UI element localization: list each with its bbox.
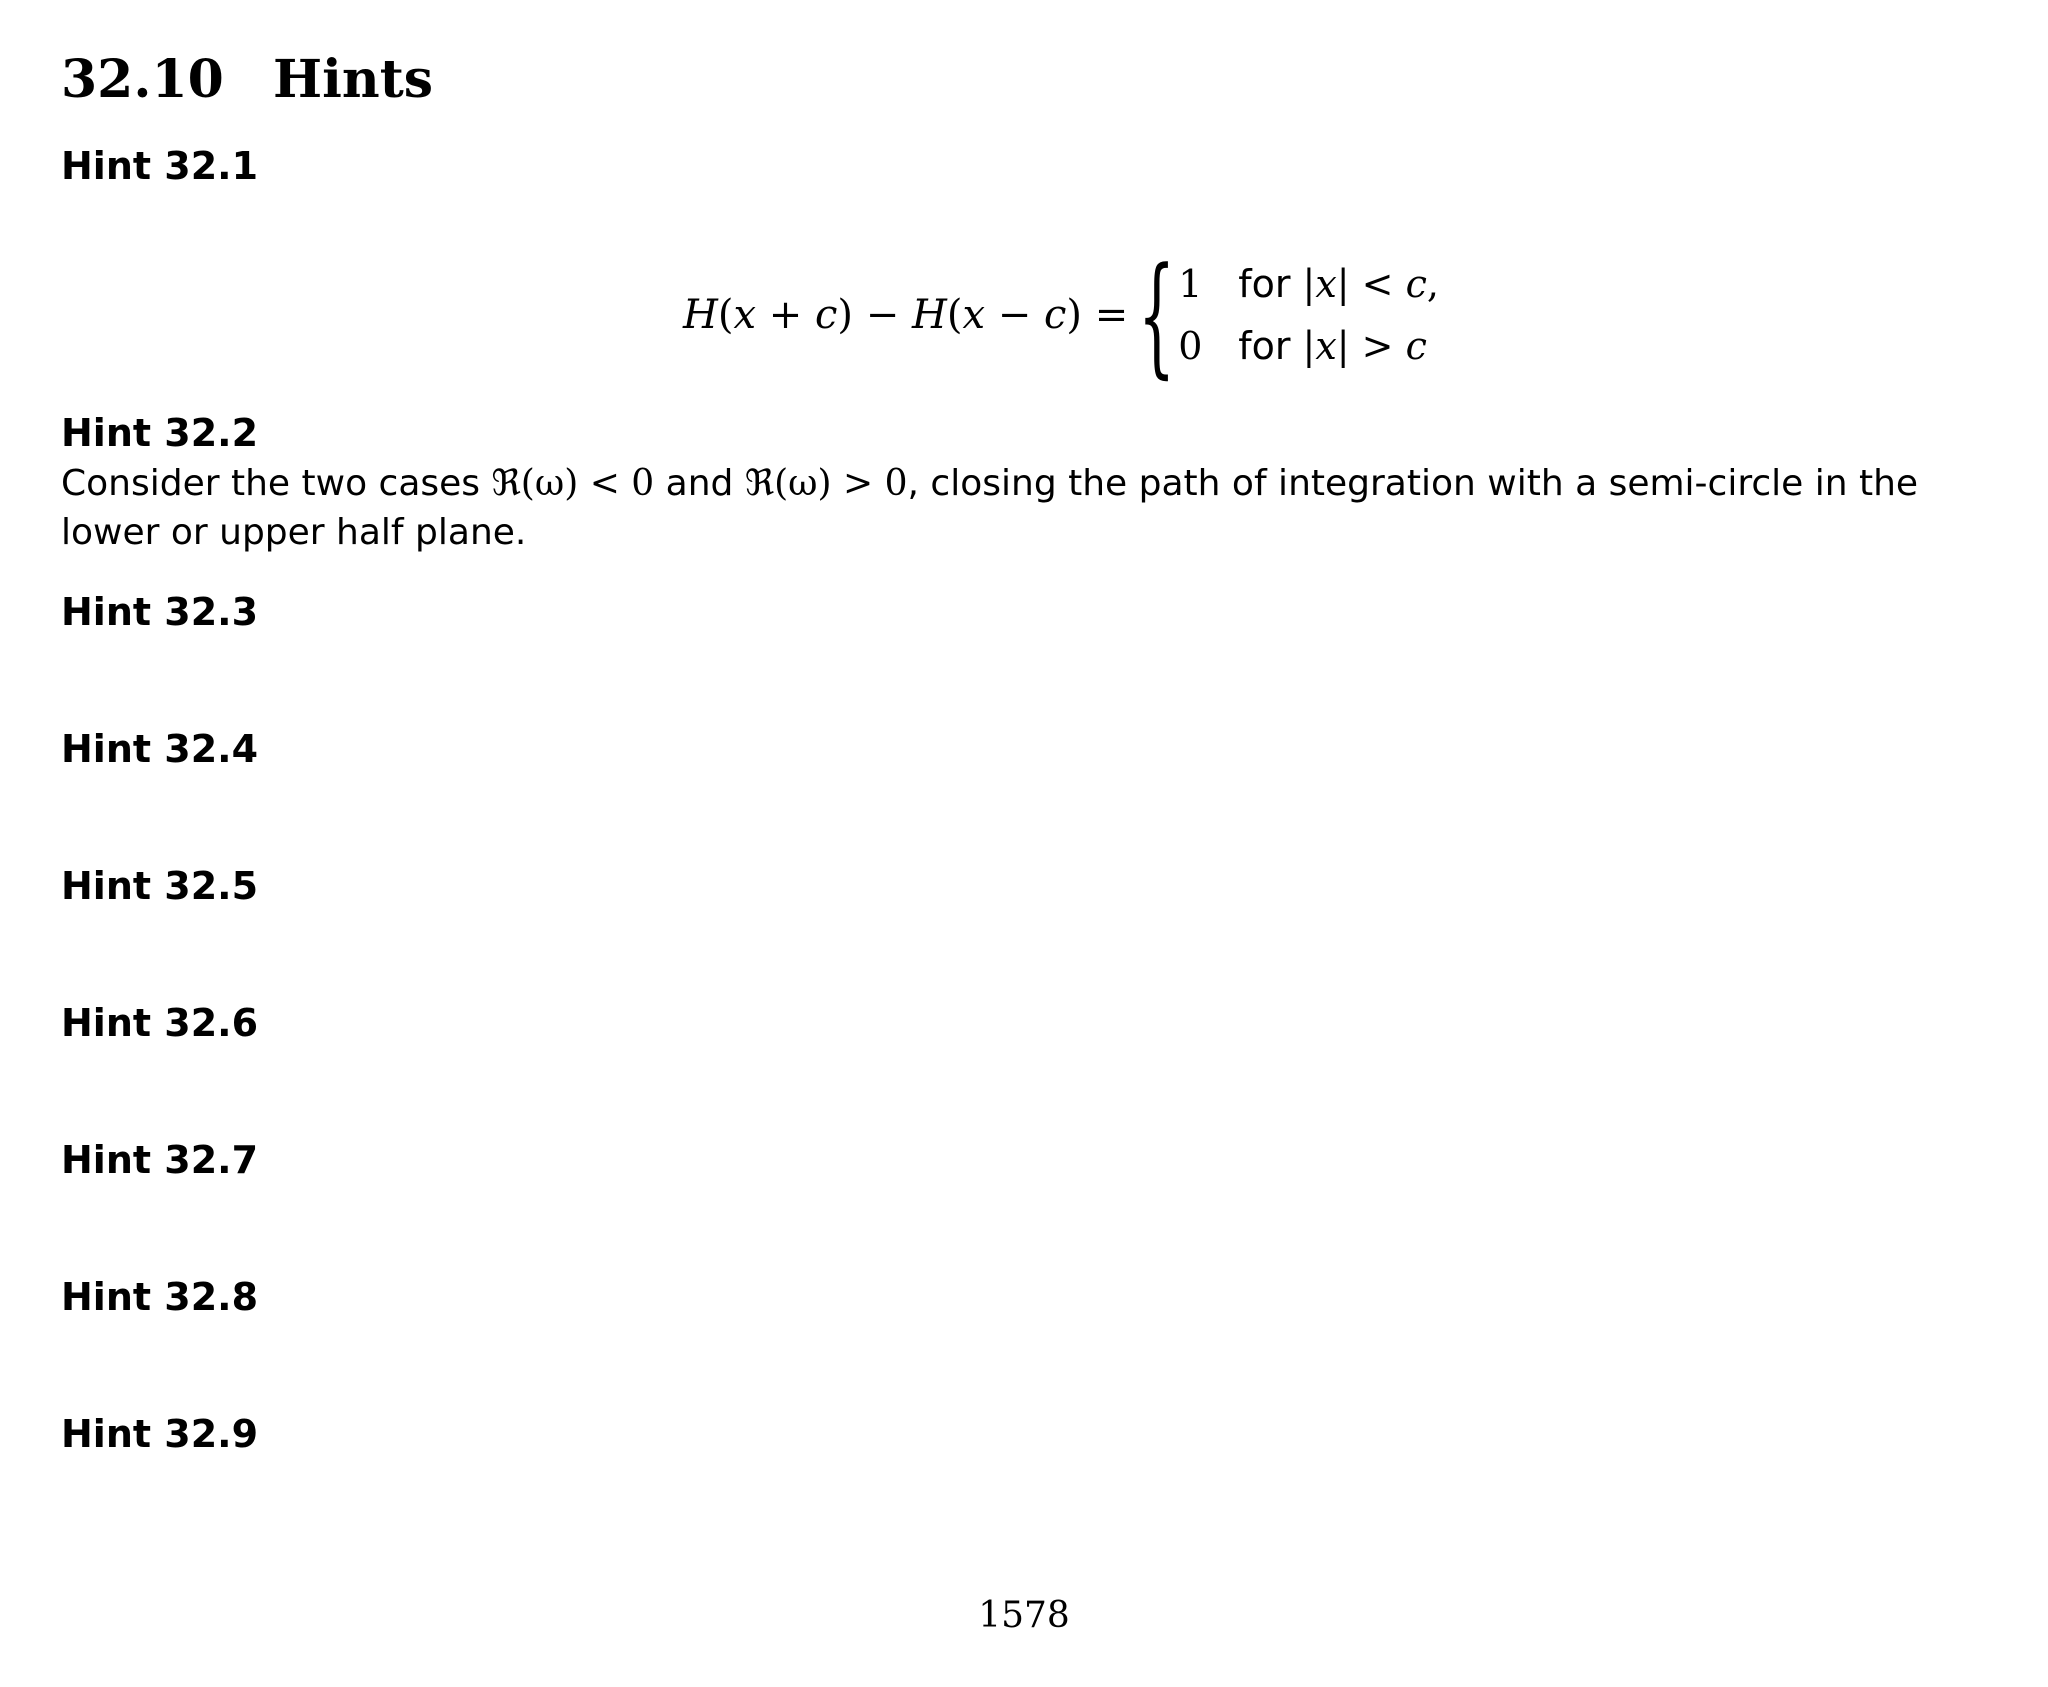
- hint-heading-32-1: Hint 32.1: [61, 144, 259, 188]
- inline-math: ℜ(ω) > 0: [744, 463, 908, 504]
- hint-heading-32-9: Hint 32.9: [61, 1412, 259, 1456]
- hint-text-part: Consider the two cases: [61, 463, 492, 504]
- hint-heading-32-8: Hint 32.8: [61, 1275, 259, 1319]
- hint-heading-32-4: Hint 32.4: [61, 727, 259, 771]
- hint-text-part: and: [654, 463, 745, 504]
- piecewise-equation: [683, 239, 1439, 391]
- case-row: [1178, 317, 1439, 375]
- case-condition: |x| > c: [1302, 324, 1427, 368]
- equation-cases: [1178, 255, 1439, 375]
- hint-heading-32-6: Hint 32.6: [61, 1001, 259, 1045]
- left-brace: {: [1138, 239, 1176, 391]
- equation-lhs: H(x + c) − H(x − c) =: [683, 292, 1129, 338]
- case-row: [1178, 255, 1439, 313]
- case-word: for: [1238, 262, 1291, 306]
- hint-32-2-text: [61, 459, 2011, 557]
- section-heading: [61, 46, 433, 114]
- page-number: 1578: [978, 1595, 1070, 1636]
- case-value: 0: [1178, 324, 1203, 368]
- hint-heading-32-2: Hint 32.2: [61, 411, 259, 455]
- hint-text-part: , closing the path of integration with a semi-circle in the lower or upper half plane.: [61, 463, 1919, 553]
- case-value: 1: [1178, 262, 1203, 306]
- section-title: Hints: [273, 49, 433, 110]
- section-number: 32.10: [61, 49, 224, 110]
- hint-heading-32-3: Hint 32.3: [61, 590, 259, 634]
- hint-heading-32-7: Hint 32.7: [61, 1138, 259, 1182]
- case-condition: |x| < c,: [1302, 262, 1439, 306]
- inline-math: ℜ(ω) < 0: [491, 463, 655, 504]
- hint-heading-32-5: Hint 32.5: [61, 864, 259, 908]
- case-word: for: [1238, 324, 1291, 368]
